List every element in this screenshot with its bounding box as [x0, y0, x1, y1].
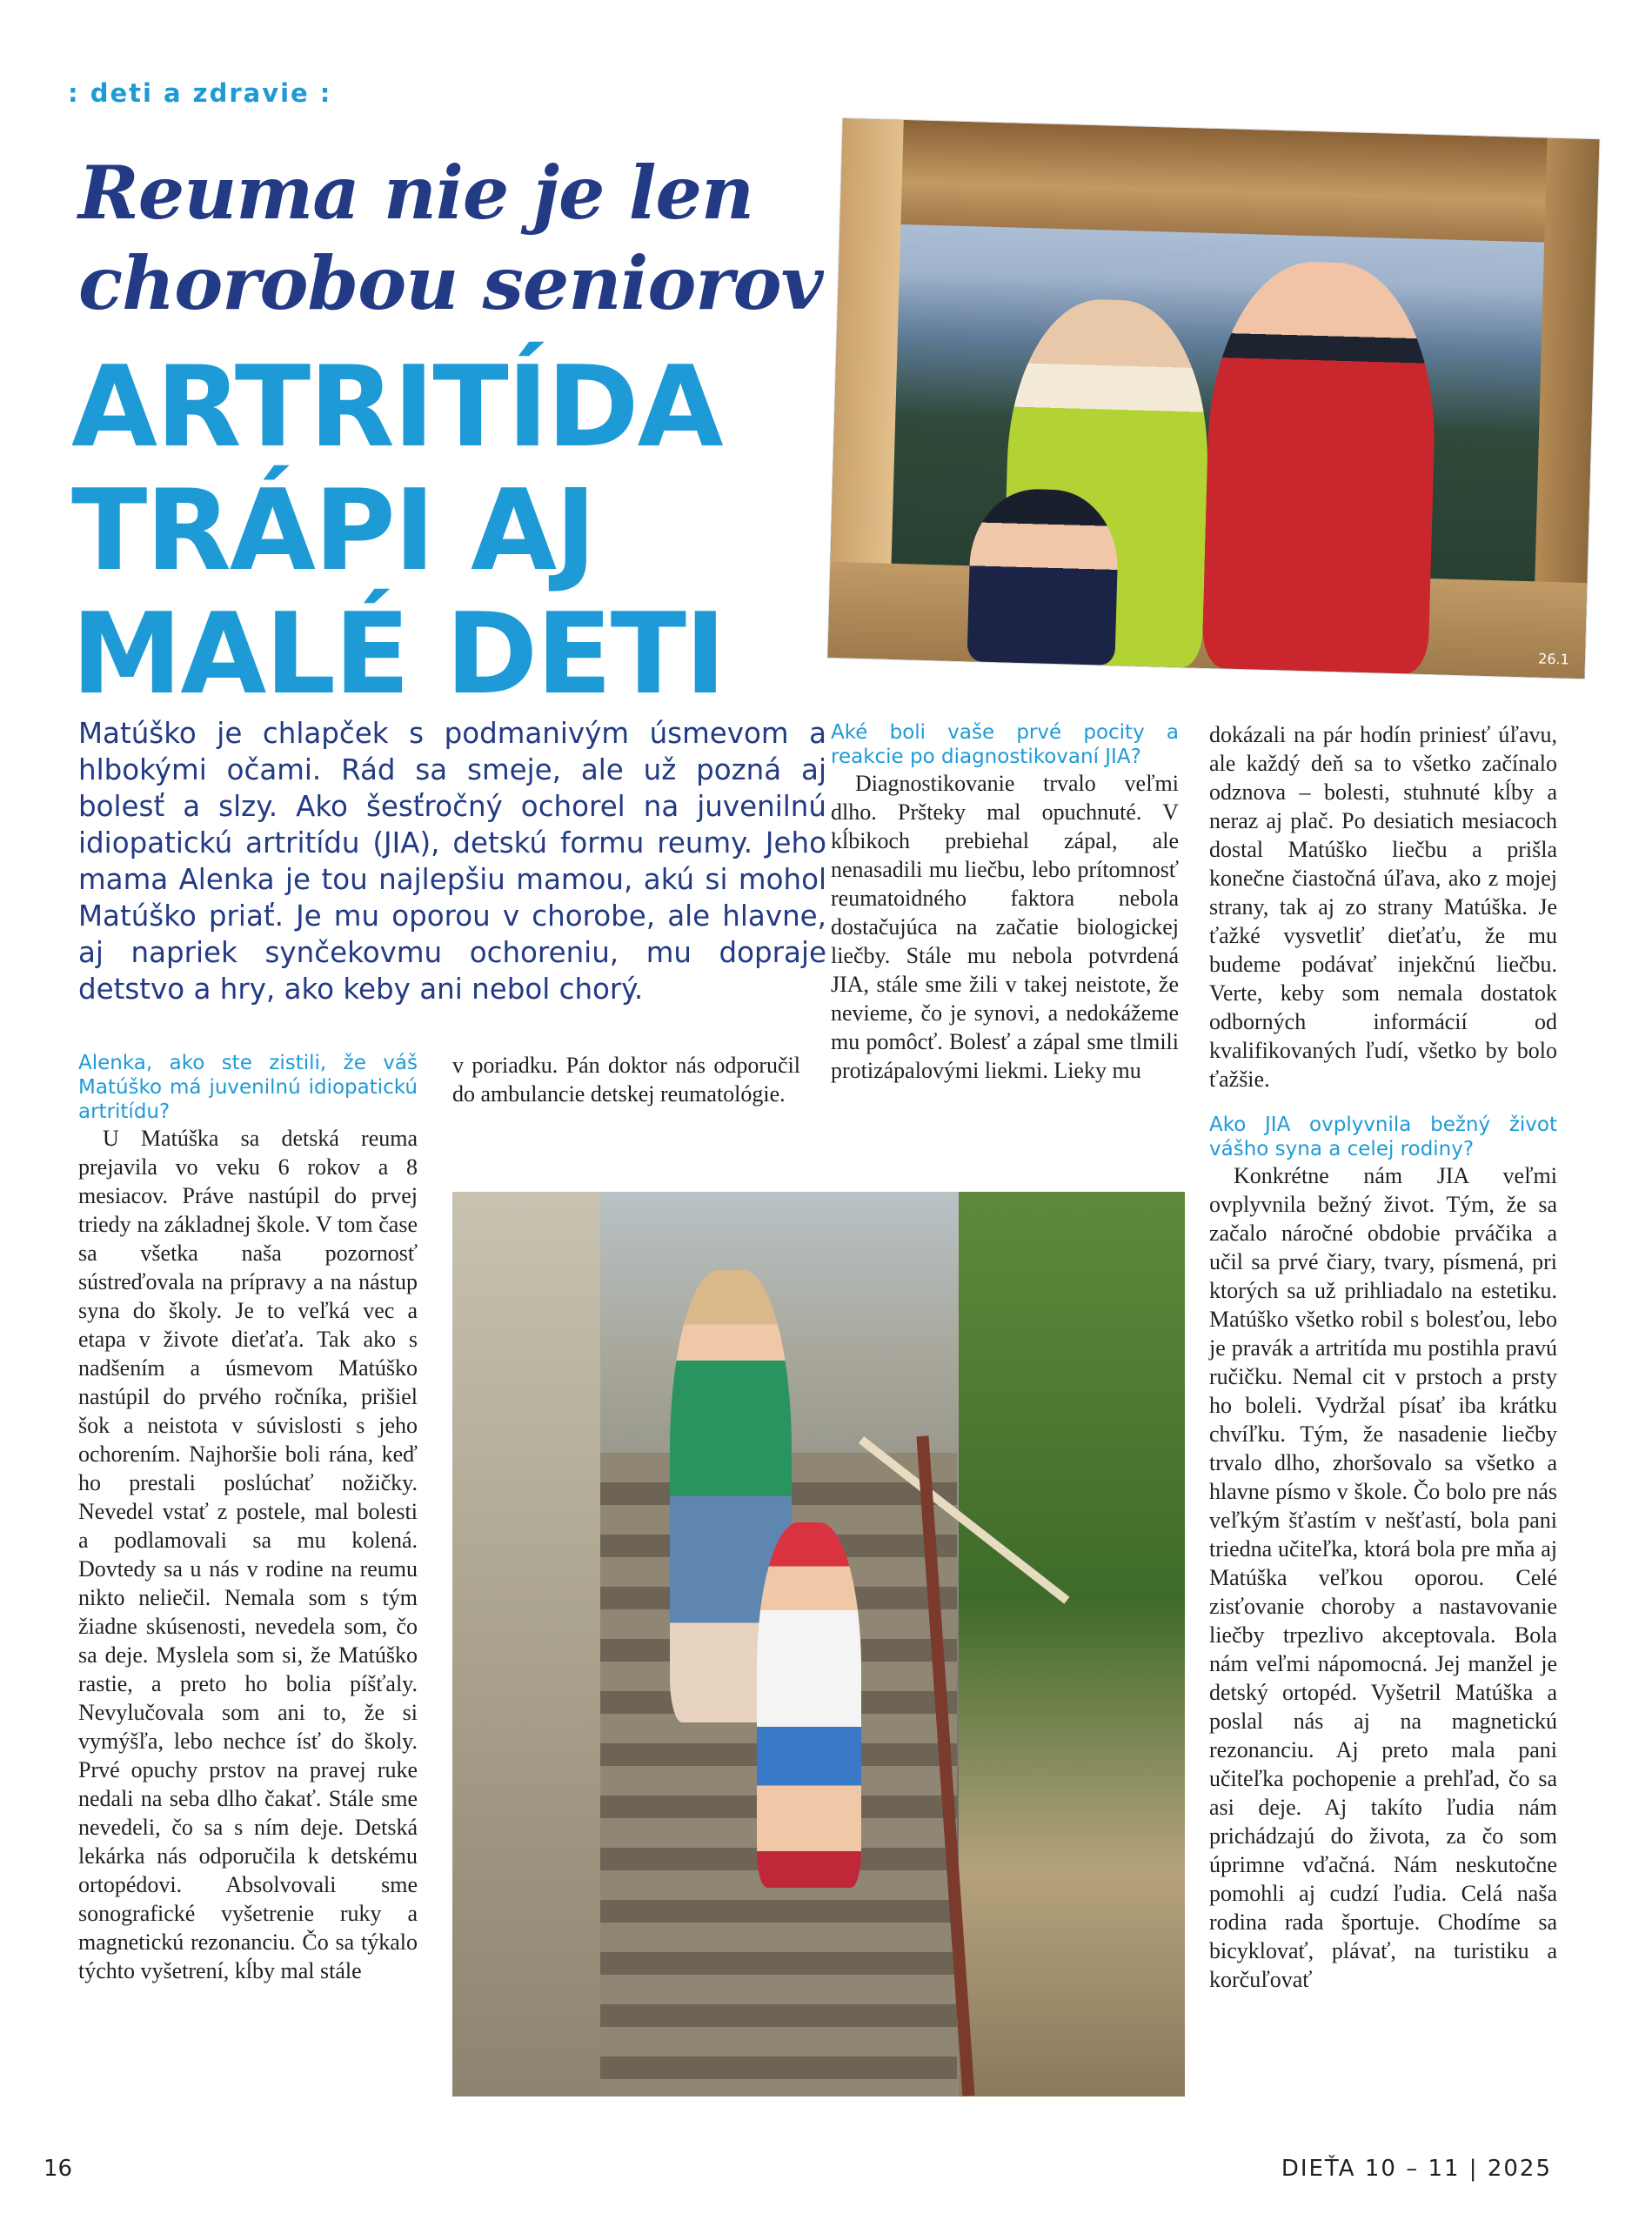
headline-line-2: TRÁPI AJ — [71, 466, 595, 596]
answer-2-continued: dokázali na pár hodín priniesť úľavu, ale každý deň sa to všetko začínalo odznova – bolesti, stuhnuté kĺby a neraz aj plač. Po desiatich mesiacoch dostal Matúško liečbu a prišla konečne čiastočná úľava, ako z mojej strany, tak aj zo strany Matúška. Je ťažké vysvetliť dieťaťu, že mu budeme podávať injekčnú liečbu. Verte, keby som nemala dostatok odborných informácií od kvalifikovaných ľudí, všetko by bolo ťažšie. — [1209, 722, 1557, 1092]
column-1 — [78, 1051, 418, 1985]
question-1: Alenka, ako ste zistili, že váš Matúško má juvenilnú idiopatickú artritídu? — [78, 1052, 418, 1123]
mother-son-stairs-photo — [452, 1192, 1185, 2097]
family-photo-lookout — [828, 118, 1600, 679]
kicker-title — [78, 148, 844, 329]
lead-paragraph: Matúško je chlapček s podmanivým úsmevom a hlbokými očami. Rád sa smeje, ale už pozná aj bolesť a slzy. Ako šesťročný ochorel na juvenilnú idiopatickú artritídu (JIA), detskú formu reumy. Jeho mama Alenka je tou najlepšiu mamou, akú si mohol Matúško priať. Je mu oporou v chorobe, ale hlavne, aj napriek synčekovmu ochoreniu, mu dopraje detstvo a hry, ako keby ani nebol chorý. — [78, 717, 826, 1006]
headline-line-3: MALÉ DETI — [71, 590, 725, 719]
answer-1-continued: v poriadku. Pán doktor nás odporučil do ambulancie detskej reumatológie. — [452, 1053, 800, 1107]
father-figure — [1201, 259, 1439, 674]
column-4 — [1209, 720, 1557, 1994]
kicker-line-2: chorobou seniorov — [78, 240, 823, 326]
child-figure — [757, 1522, 861, 1888]
page-number: 16 — [43, 2156, 73, 2182]
photo-date-stamp: 26.1 — [1537, 650, 1570, 668]
question-3: Ako JIA ovplyvnila bežný život vášho syna a celej rodiny? — [1209, 1114, 1557, 1160]
answer-3: Konkrétne nám JIA veľmi ovplyvnila bežný život. Tým, že sa začalo náročné obdobie prváčika a učil sa prvé čiary, tvary, písmená, pri ktorých sa už prihliadalo na estetiku. Matúško všetko robil s bolesťou, lebo je pravák a artritída mu postihla pravú ručičku. Nemal cit v prstoch a prsty ho boleli. Vydržal písať iba krátku chvíľku. Tým, že nasadenie liečby trvalo dlho, zhoršovalo sa všetko a hlavne písmo v škole. Čo bolo pre nás veľkým šťastím v nešťastí, bola pani triedna učiteľka, ktorá bola pre mňa aj Matúška veľkou oporou. Celé zisťovanie choroby a nastavovanie liečby trpezlivo akceptovala. Bola nám veľmi nápomocná. Jej manžel je detský ortopéd. Vyšetril Matúška a poslal nás aj na magnetickú rezonanciu. Aj preto mala pani učiteľka pochopenie a prehľad, čo sa asi deje. Aj takíto ľudia nám prichádzajú do života, za čo som úprimne vďačná. Nám neskutočne pomohli aj cudzí ľudia. Celá naša rodina rada športuje. Chodíme sa bicyklovať, plávať, na turistiku a korčuľovať — [1209, 1163, 1557, 1992]
rock-wall — [452, 1192, 600, 2097]
answer-1: U Matúška sa detská reuma prejavila vo veku 6 rokov a 8 mesiacov. Práve nastúpil do prvej triedy na základnej škole. V tom čase sa všetka naša pozornosť sústreďovala na prípravy a na nástup syna do školy. Je to veľká vec a etapa v živote dieťaťa. Tak ako s nadšením a úsmevom Matúško nastúpil do prvého ročníka, prišiel šok a neistota v súvislosti s jeho ochorením. Najhoršie boli rána, keď ho prestali poslúchať nožičky. Nevedel vstať z postele, mal bolesti a podlamovali sa mu kolená. Dovtedy sa u nás v rodine na reumu nikto neliečil. Nemala som s tým žiadne skúsenosti, nevedela som, čo sa deje. Myslela som si, že Matúško rastie, a preto ho bolia píšťaly. Nevylučovala som ani to, že si vymýšľa, lebo nechce ísť do školy. Prvé opuchy prstov na pravej ruke nedali na seba dlho čakať. Stále sme nevedeli, čo sa s ním deje. Detská lekárka nás odporučila k detskému ortopédovi. Absolvovali sme sonografické vyšetrenie ruky a magnetickú rezonanciu. Čo sa týkalo týchto vyšetrení, kĺby mal stále — [78, 1126, 418, 1983]
child-figure — [966, 487, 1120, 665]
wooden-roof — [839, 118, 1599, 244]
column-2 — [452, 1051, 800, 1108]
answer-2: Diagnostikovanie trvalo veľmi dlho. Pršteky mal opuchnuté. V kĺbikoch prebiehal zápal, ale nenasadili mu liečbu, lebo prítomnosť reumatoidného faktora nebola dostačujúca na začatie biologickej liečby. Stále mu nebola potvrdená JIA, stále sme žili v takej neistote, že nevieme, čo je synovi, a nedokážeme mu pomôcť. Bolesť a zápal sme tlmili protizápalovými liekmi. Lieky mu — [831, 771, 1179, 1083]
kicker-line-1: Reuma nie je len — [78, 150, 754, 236]
headline-line-1: ARTRITÍDA — [71, 343, 722, 472]
column-3 — [831, 720, 1179, 1085]
section-label: : deti a zdravie : — [68, 78, 332, 108]
question-2: Aké boli vaše prvé pocity a reakcie po diagnostikovaní JIA? — [831, 721, 1179, 768]
headline — [71, 343, 854, 719]
magazine-issue: DIEŤA 10 – 11 | 2025 — [1281, 2156, 1552, 2182]
foliage — [959, 1192, 1185, 2097]
